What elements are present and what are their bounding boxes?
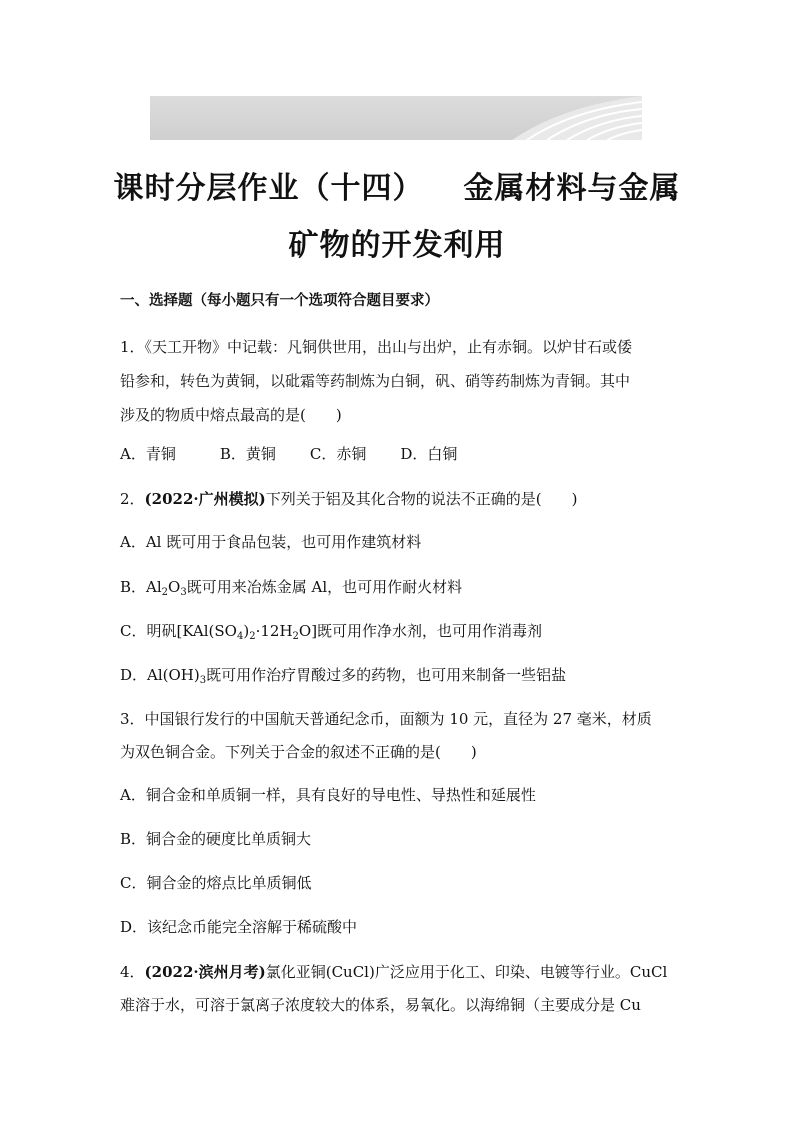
section-heading: 一、选择题（每小题只有一个选项符合题目要求） <box>120 293 439 309</box>
q2-source: (2022·广州模拟) <box>144 490 266 508</box>
q2-option-b[interactable] <box>120 576 462 598</box>
q2-c-text-4: O]既可用作净水剂，也可用作消毒剂 <box>298 622 543 640</box>
q2-c-sub-1: 4 <box>236 631 244 642</box>
q2-number: 2． <box>120 490 145 508</box>
q2-b-text-2: O <box>168 578 181 596</box>
q3-option-a[interactable]: A．铜合金和单质铜一样，具有良好的导电性、导热性和延展性 <box>120 786 536 804</box>
q2-c-text-2: ) <box>243 622 250 640</box>
q3-line-1: 3．中国银行发行的中国航天普通纪念币，面额为 10 元，直径为 27 毫米，材质 <box>120 710 652 728</box>
q4-line-1 <box>120 961 667 982</box>
q3-option-d[interactable]: D．该纪念币能完全溶解于稀硫酸中 <box>120 918 358 936</box>
q2-b-text-1: B．Al <box>120 578 162 596</box>
q3-line-2: 为双色铜合金。下列关于合金的叙述不正确的是( ) <box>120 743 477 761</box>
title-part-1: 课时分层作业（十四） <box>113 171 424 206</box>
q4-number: 4． <box>120 963 145 981</box>
q2-d-text-1: D．Al(OH) <box>120 666 200 684</box>
header-banner <box>150 96 642 140</box>
q3-option-b[interactable]: B．铜合金的硬度比单质铜大 <box>120 830 312 848</box>
q2-c-text-1: C．明矾[KAl(SO <box>120 622 237 640</box>
q2-c-sub-2: 2 <box>249 631 256 642</box>
q1-option-b[interactable]: B．黄铜 <box>219 445 276 463</box>
q1-options <box>120 443 457 464</box>
q3-option-c[interactable]: C．铜合金的熔点比单质铜低 <box>120 874 312 892</box>
q1-line-3: 涉及的物质中熔点最高的是( ) <box>120 406 342 424</box>
q2-stem <box>120 488 577 509</box>
q1-line-1: 1．《天工开物》中记载：凡铜供世用，出山与出炉，止有赤铜。以炉甘石或倭 <box>120 338 633 356</box>
q1-option-c[interactable]: C．赤铜 <box>309 445 367 463</box>
q2-c-sub-3: 2 <box>292 631 299 642</box>
page-title-line-2: 矿物的开发利用 <box>288 228 506 263</box>
q2-c-text-3: ·12H <box>255 622 293 640</box>
q2-stem-text: 下列关于铝及其化合物的说法不正确的是( ) <box>265 490 578 508</box>
q2-d-text-2: 既可用作治疗胃酸过多的药物，也可用来制备一些铝盐 <box>206 666 567 684</box>
q4-line-2: 难溶于水，可溶于氯离子浓度较大的体系，易氧化。以海绵铜（主要成分是 Cu <box>120 996 641 1014</box>
q2-option-d[interactable] <box>120 664 566 686</box>
page-title-line-1 <box>0 163 794 207</box>
q2-option-a[interactable]: A．Al 既可用于食品包装，也可用作建筑材料 <box>120 533 422 551</box>
title-part-2: 金属材料与金属 <box>463 171 681 206</box>
q1-line-2: 铅参和，转色为黄铜，以砒霜等药制炼为白铜，矾、硝等药制炼为青铜。其中 <box>120 372 631 390</box>
q1-option-a[interactable]: A．青铜 <box>120 445 176 463</box>
q2-b-sub-1: 2 <box>161 587 169 598</box>
page-curl-decoration <box>492 96 642 140</box>
q2-option-c[interactable] <box>120 620 542 642</box>
q4-line-1-text: 氯化亚铜(CuCl)广泛应用于化工、印染、电镀等行业。CuCl <box>265 963 668 981</box>
q4-source: (2022·滨州月考) <box>144 963 266 981</box>
q2-b-sub-2: 3 <box>180 587 187 598</box>
q2-b-text-3: 既可用来冶炼金属 Al，也可用作耐火材料 <box>186 578 463 596</box>
q2-d-sub-1: 3 <box>199 675 207 686</box>
q1-option-d[interactable]: D．白铜 <box>400 445 458 463</box>
